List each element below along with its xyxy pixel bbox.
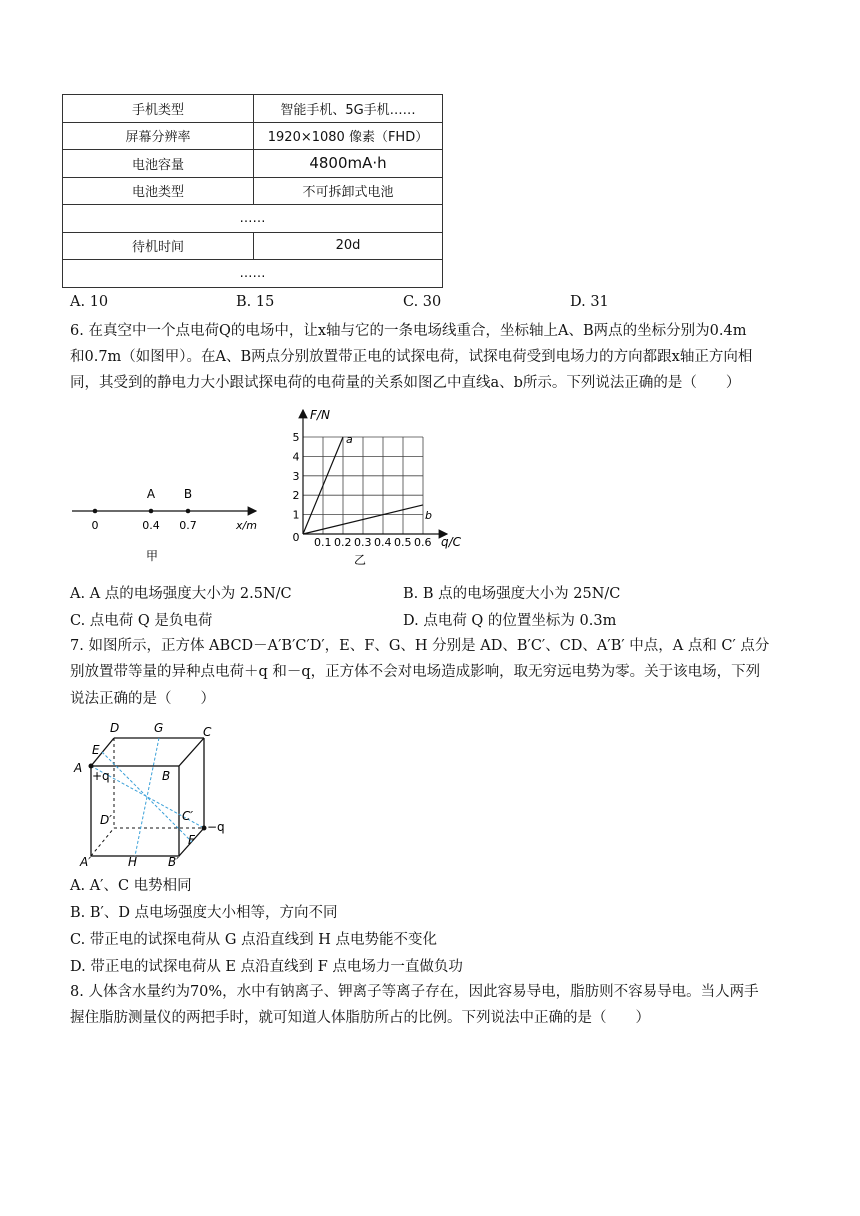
charge-minus-dot [202, 826, 207, 831]
table-cell-value: 20d [254, 232, 443, 260]
q7-stem-line-3: 说法正确的是（ ） [70, 691, 215, 707]
q6-option-a: A. A 点的电场强度大小为 2.5N/C [70, 586, 292, 602]
table-cell-label: 手机类型 [63, 95, 254, 123]
x-tick-label: 0.6 [414, 536, 432, 549]
table-row [63, 150, 443, 178]
label-e: E [92, 743, 100, 757]
coord-0-label: 0 [91, 519, 99, 532]
q5-option-d: D. 31 [570, 294, 609, 310]
x-tick-label: 0.1 [314, 536, 332, 549]
x-tick-label: 0.3 [354, 536, 372, 549]
q6-stem-line-3: 同，其受到的静电力大小跟试探电荷的电荷量的关系如图乙中直线a、b所示。下列说法正确的是（ ） [70, 375, 741, 391]
label-d: D [110, 721, 120, 735]
q6-stem-line-2: 和0.7m（如图甲）。在A、B两点分别放置带正电的试探电荷，试探电荷受到电场力的方向都跟x轴正方向相 [70, 349, 753, 365]
label-minus-q: −q [207, 820, 225, 834]
table-row [63, 122, 443, 150]
table-cell-ellipsis: …… [63, 260, 443, 288]
label-g: G [154, 721, 164, 735]
x-axis-label: x/m [236, 519, 257, 532]
phone-spec-table [62, 94, 443, 288]
chart-y-label: F/N [310, 408, 330, 422]
figure-yi-caption: 乙 [353, 553, 367, 567]
y-tick-label: 4 [292, 450, 300, 464]
cube-figure [70, 718, 240, 868]
coord-b-label: 0.7 [179, 519, 197, 532]
chart-x-label: q/C [441, 535, 462, 549]
point-a-label: A [146, 487, 156, 501]
q8-stem-line-1: 8. 人体含水量约为70%，水中有钠离子、钾离子等离子存在，因此容易导电，脂肪则不容易导电。当人两手 [70, 984, 759, 1000]
line-gh [135, 738, 159, 856]
table-cell-label: 待机时间 [63, 232, 254, 260]
table-row [63, 260, 443, 288]
q6-option-d: D. 点电荷 Q 的位置坐标为 0.3m [403, 613, 617, 629]
charge-plus-dot [89, 764, 94, 769]
table-cell-label: 电池类型 [63, 177, 254, 205]
point-origin-dot [93, 509, 98, 514]
x-tick-label: 0.2 [334, 536, 352, 549]
table-cell-value: 智能手机、5G手机…… [254, 95, 443, 123]
figure-yi-chart [284, 404, 474, 572]
label-b: B [162, 769, 171, 783]
table-cell-ellipsis: …… [63, 205, 443, 233]
label-c-prime: C′ [182, 809, 194, 823]
table-cell-value: 1920×1080 像素（FHD） [254, 122, 443, 150]
chart-origin-label: 0 [292, 531, 300, 544]
q7-option-b: B. B′、D 点电场强度大小相等，方向不同 [70, 905, 338, 921]
series-label-a: a [346, 433, 353, 446]
x-tick-labels [314, 536, 432, 549]
q7-option-d: D. 带正电的试探电荷从 E 点沿直线到 F 点电场力一直做负功 [70, 959, 463, 975]
y-tick-label: 2 [292, 489, 300, 503]
label-a: A [74, 761, 83, 775]
q8-stem-line-2: 握住脂肪测量仪的两把手时，就可知道人体脂肪所占的比例。下列说法中正确的是（ ） [70, 1010, 650, 1026]
label-d-prime: D′ [100, 813, 112, 827]
label-h: H [128, 855, 138, 868]
point-a-dot [149, 509, 154, 514]
x-tick-label: 0.4 [374, 536, 392, 549]
coord-a-label: 0.4 [142, 519, 160, 532]
table-cell-value: 不可拆卸式电池 [254, 177, 443, 205]
label-plus-q: +q [92, 769, 110, 783]
q6-stem-line-1: 6. 在真空中一个点电荷Q的电场中，让x轴与它的一条电场线重合，坐标轴上A、B两点的坐标分别为0.4m [70, 323, 747, 339]
q7-option-c: C. 带正电的试探电荷从 G 点沿直线到 H 点电势能不变化 [70, 932, 437, 948]
q7-option-a: A. A′、C 电势相同 [70, 878, 192, 894]
series-label-b: b [425, 508, 432, 522]
x-tick-label: 0.5 [394, 536, 412, 549]
q6-option-b: B. B 点的电场强度大小为 25N/C [403, 586, 621, 602]
table-row [63, 177, 443, 205]
label-f: F [188, 833, 195, 847]
cube-edge-bc [179, 738, 204, 766]
table-row [63, 205, 443, 233]
point-b-label: B [183, 487, 193, 501]
table-row [63, 232, 443, 260]
table-cell-value: 4800mA·h [254, 150, 443, 178]
point-b-dot [186, 509, 191, 514]
label-c: C [203, 725, 212, 739]
figure-jia-caption: 甲 [145, 549, 159, 563]
table-cell-label: 电池容量 [63, 150, 254, 178]
label-b-prime: B′ [168, 855, 179, 868]
y-tick-label: 5 [292, 431, 300, 444]
cube-hidden-ad [91, 828, 114, 856]
label-a-prime: A′ [80, 855, 91, 868]
q7-stem-line-2: 别放置带等量的异种点电荷＋q 和－q，正方体不会对电场造成影响，取无穷远电势为零。关于该电场，下列 [70, 664, 761, 680]
q5-option-a: A. 10 [70, 294, 109, 310]
table-row [63, 95, 443, 123]
q5-option-c: C. 30 [403, 294, 442, 310]
y-tick-label: 3 [292, 469, 300, 483]
q6-option-c: C. 点电荷 Q 是负电荷 [70, 613, 213, 629]
table-cell-label: 屏幕分辨率 [63, 122, 254, 150]
q5-option-b: B. 15 [236, 294, 275, 310]
figure-jia [60, 480, 270, 570]
q7-stem-line-1: 7. 如图所示，正方体 ABCD－A′B′C′D′，E、F、G、H 分别是 AD、B′C′、CD、A′B′ 中点，A 点和 C′ 点分 [70, 638, 770, 654]
y-tick-label: 1 [292, 508, 300, 522]
